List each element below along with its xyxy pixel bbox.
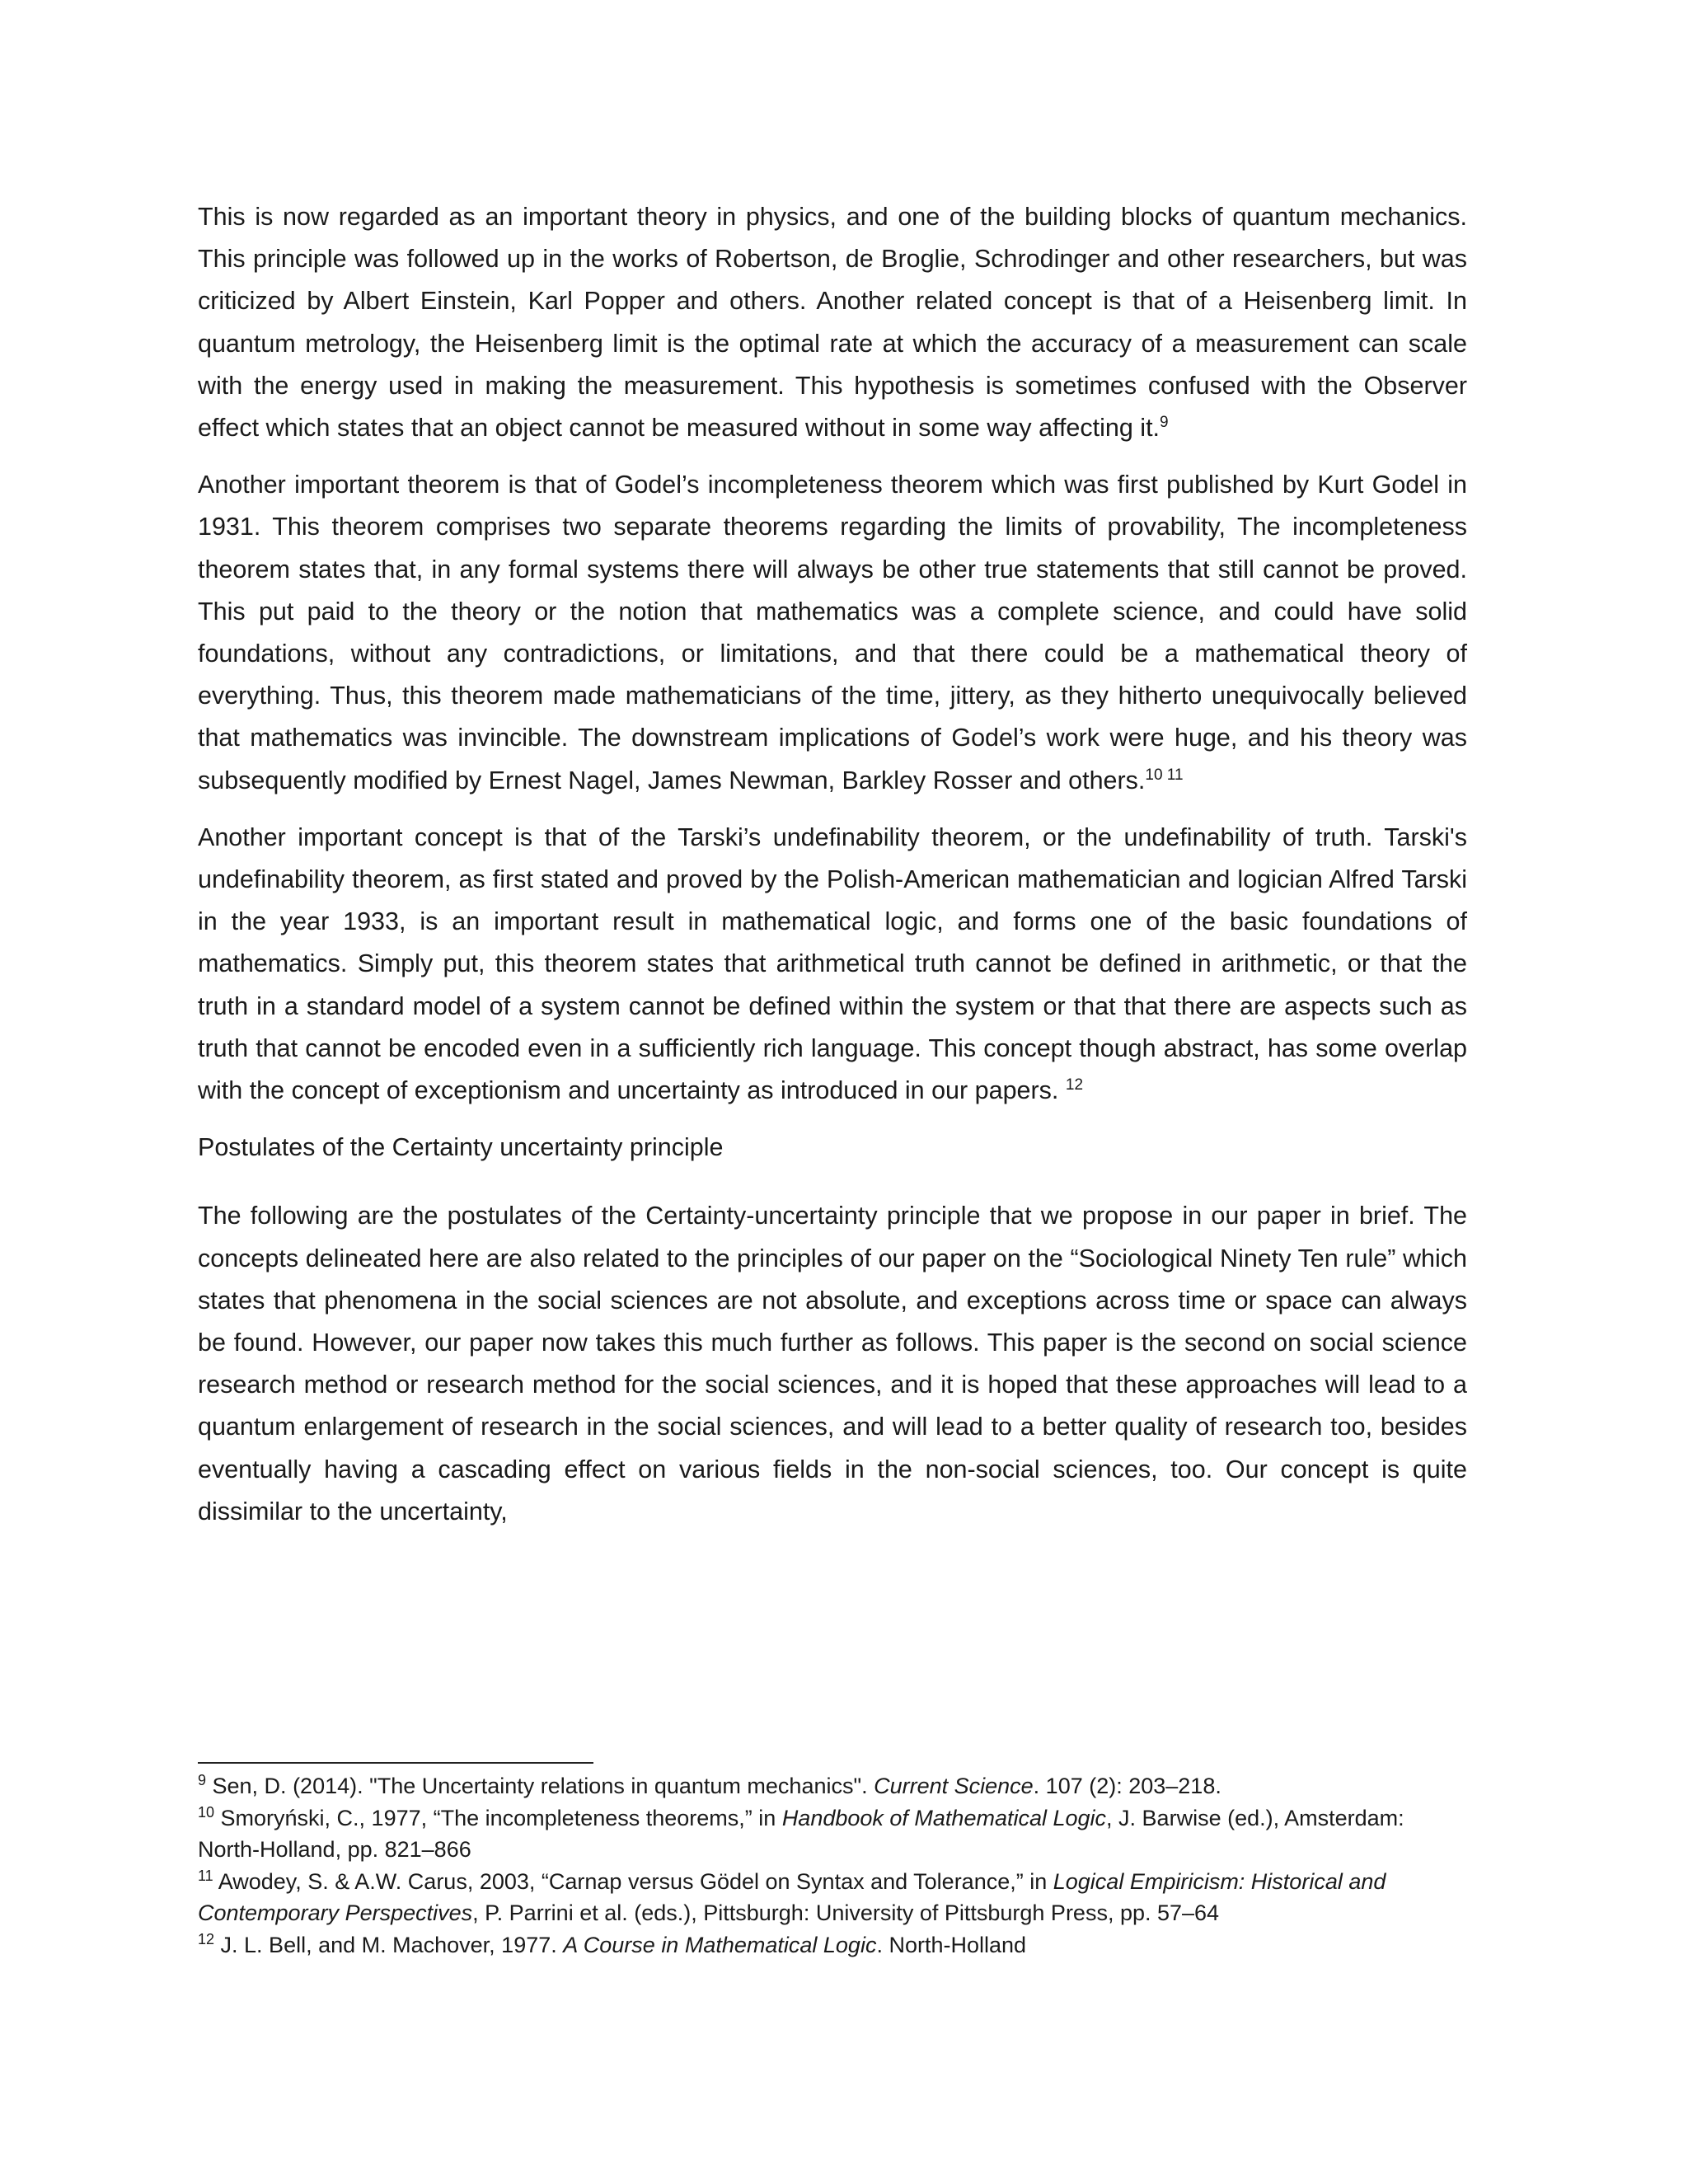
paragraph-text: Another important theorem is that of Godel’s incompleteness theorem which was first published by Kurt Godel in 1931. This theorem comprises two separate theorems regarding the limits of provability, The incompleteness theorem states that, in any formal systems there will always be other true statements that still cannot be proved. This put paid to the theory or the notion that mathematics was a complete science, and could have solid foundations, without any contradictions, or limitations, and that there could be a mathematical theory of everything. Thus, this theorem made mathematicians of the time, jittery, as they hitherto unequivocally believed that mathematics was invincible. The downstream implications of Godel’s work were huge, and his theory was subsequently modified by Ernest Nagel, James Newman, Barkley Rosser and others. (198, 471, 1467, 794)
footnote-text: , J. Barwise (ed.), Amsterdam: North-Holland, pp. 821–866 (198, 1805, 1404, 1862)
footnote-ref-12: 12 (1065, 1076, 1084, 1094)
document-body (198, 196, 1467, 1548)
footnote-number: 12 (198, 1930, 215, 1947)
footnote-text: Awodey, S. & A.W. Carus, 2003, “Carnap versus Gödel on Syntax and Tolerance,” in (213, 1868, 1053, 1894)
footnote-title: Current Science (874, 1774, 1034, 1798)
paragraph-text: Another important concept is that of the Tarski’s undefinability theorem, or the undefinability of truth. Tarski's undefinability theorem, as first stated and proved by the Polish-American mathematician and logician Alfred Tarski in the year 1933, is an important result in mathematical logic, and forms one of the basic foundations of mathematics. Simply put, this theorem states that arithmetical truth cannot be defined in arithmetic, or that the truth in a standard model of a system cannot be defined within the system or that that there are aspects such as truth that cannot be encoded even in a sufficiently rich language. This concept though abstract, has some overlap with the concept of exceptionism and uncertainty as introduced in our papers. (198, 823, 1467, 1105)
footnote-text: . North-Holland (876, 1932, 1027, 1957)
paragraph-text: This is now regarded as an important theory in physics, and one of the building blocks of quantum mechanics. This principle was followed up in the works of Robertson, de Broglie, Schrodinger and other researchers, but was criticized by Albert Einstein, Karl Popper and others. Another related concept is that of a Heisenberg limit. In quantum metrology, the Heisenberg limit is the optimal rate at which the accuracy of a measurement can scale with the energy used in making the measurement. This hypothesis is sometimes confused with the Observer effect which states that an object cannot be measured without in some way affecting it. (198, 203, 1467, 443)
footnote-12 (198, 1929, 1467, 1961)
body-paragraph-godel (198, 464, 1467, 802)
footnote-text: . 107 (2): 203–218. (1033, 1774, 1221, 1798)
footnote-9 (198, 1770, 1467, 1802)
footnote-ref-10-11: 10 11 (1145, 766, 1184, 784)
footnote-title: Logical Empiricism: Historical and Contemporary Perspectives (198, 1868, 1386, 1925)
footnote-number: 9 (198, 1772, 207, 1788)
footnote-number: 11 (198, 1867, 213, 1884)
footnote-separator (198, 1762, 593, 1764)
footnote-text: J. L. Bell, and M. Machover, 1977. (214, 1932, 564, 1957)
footnote-title: A Course in Mathematical Logic (563, 1932, 877, 1957)
body-paragraph-heisenberg (198, 196, 1467, 449)
footnote-title: Handbook of Mathematical Logic (781, 1805, 1107, 1830)
footnote-11 (198, 1866, 1467, 1929)
footnote-10 (198, 1802, 1467, 1866)
footnote-ref-9: 9 (1160, 413, 1169, 431)
footnote-text: , P. Parrini et al. (eds.), Pittsburgh: University of Pittsburgh Press, pp. 57–64 (472, 1900, 1220, 1925)
footnote-number: 10 (198, 1803, 215, 1821)
footnotes (198, 1770, 1467, 1961)
section-heading: Postulates of the Certainty uncertainty principle (198, 1133, 724, 1162)
body-paragraph-postulates: The following are the postulates of the Certainty-uncertainty principle that we propose in our paper in brief. The concepts delineated here are also related to the principles of our paper on the “Sociological Ninety Ten rule” which states that phenomena in the social sciences are not absolute, and exceptions across time or space can always be found. However, our paper now takes this much further as follows. This paper is the second on social science research method or research method for the social sciences, and it is hoped that these approaches will lead to a quantum enlargement of research in the social sciences, and will lead to a better quality of research too, besides eventually having a cascading effect on various fields in the non-social sciences, too. Our concept is quite dissimilar to the uncertainty, (198, 1202, 1467, 1526)
footnote-text: Sen, D. (2014). "The Uncertainty relations in quantum mechanics". (206, 1774, 874, 1798)
footnote-text: Smoryński, C., 1977, “The incompleteness theorems,” in (214, 1805, 782, 1830)
body-paragraph-tarski (198, 817, 1467, 1112)
